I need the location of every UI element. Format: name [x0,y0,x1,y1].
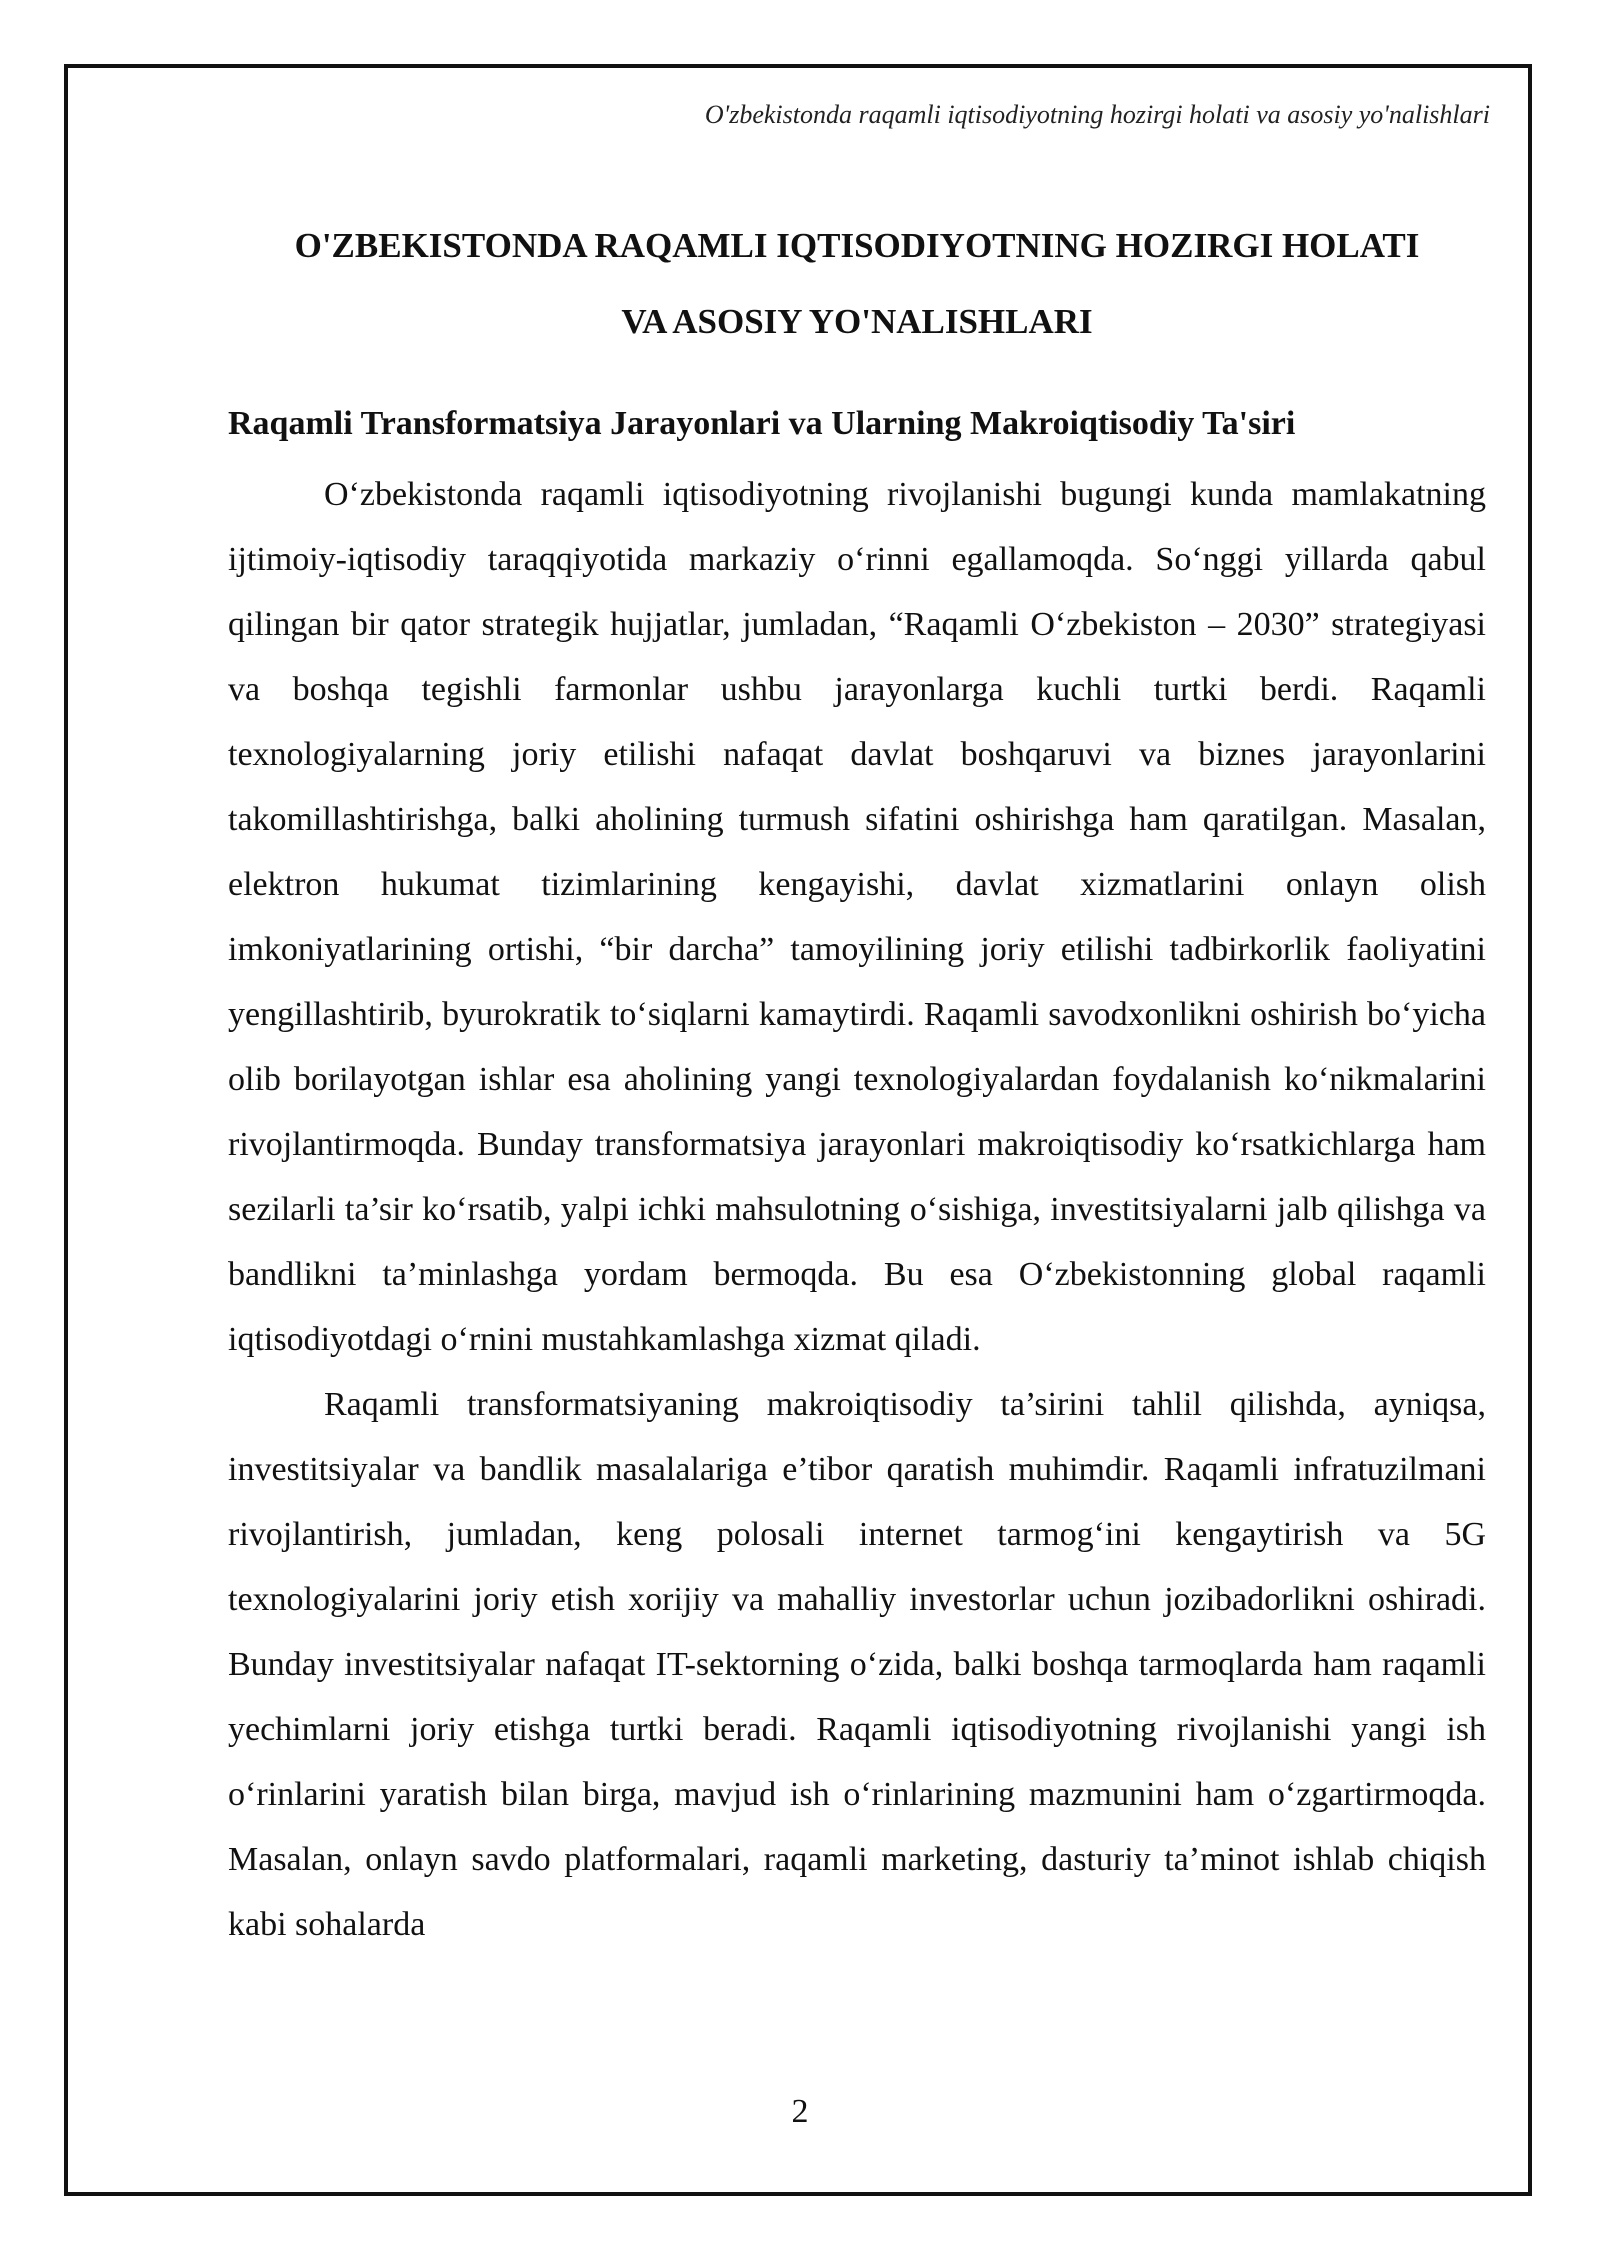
section-heading: Raqamli Transformatsiya Jarayonlari va Ularning Makroiqtisodiy Ta'siri [228,405,1296,442]
document-title-line-1: O'ZBEKISTONDA RAQAMLI IQTISODIYOTNING HOZIRGI HOLATI [294,226,1420,265]
document-title-line-2: VA ASOSIY YO'NALISHLARI [621,302,1093,341]
running-header: O'zbekistonda raqamli iqtisodiyotning hozirgi holati va asosiy yo'nalishlari [704,100,1490,129]
body-paragraph-1: O‘zbekistonda raqamli iqtisodiyotning rivojlanishi bugungi kunda mamlakatning ijtimoiy-iqtisodiy taraqqiyotida markaziy o‘rinni egallamoqda. So‘nggi yillarda qabul qilingan bir qator strategik hujjatlar, jumladan, “Raqamli O‘zbekiston – 2030” strategiyasi va boshqa tegishli farmonlar ushbu jarayonlarga kuchli turtki berdi. Raqamli texnologiyalarning joriy etilishi nafaqat davlat boshqaruvi va biznes jarayonlarini takomillashtirishga, balki aholining turmush sifatini oshirishga ham qaratilgan. Masalan, elektron hukumat tizimlarining kengayishi, davlat xizmatlarini onlayn olish imkoniyatlarining ortishi, “bir darcha” tamoyilining joriy etilishi tadbirkorlik faoliyatini yengillashtirib, byurokratik to‘siqlarni kamaytirdi. Raqamli savodxonlikni oshirish bo‘yicha olib borilayotgan ishlar esa aholining yangi texnologiyalardan foydalanish ko‘nikmalarini rivojlantirmoqda. Bunday transformatsiya jarayonlari makroiqtisodiy ko‘rsatkichlarga ham sezilarli ta’sir ko‘rsatib, yalpi ichki mahsulotning o‘sishiga, investitsiyalarni jalb qilishga va bandlikni ta’minlashga yordam bermoqda. Bu esa O‘zbekistonning global raqamli iqtisodiyotdagi o‘rnini mustahkamlashga xizmat qiladi. [228,476,1486,1358]
document-title [228,208,1486,360]
body-paragraph-2: Raqamli transformatsiyaning makroiqtisodiy ta’sirini tahlil qilishda, ayniqsa, investitsiyalar va bandlik masalalariga e’tibor qaratish muhimdir. Raqamli infratuzilmani rivojlantirish, jumladan, keng polosali internet tarmog‘ini kengaytirish va 5G texnologiyalarini joriy etish xorijiy va mahalliy investorlar uchun jozibadorlikni oshiradi. Bunday investitsiyalar nafaqat IT-sektorning o‘zida, balki boshqa tarmoqlarda ham raqamli yechimlarni joriy etishga turtki beradi. Raqamli iqtisodiyotning rivojlanishi yangi ish o‘rinlarini yaratish bilan birga, mavjud ish o‘rinlarining mazmunini ham o‘zgartirmoqda. Masalan, onlayn savdo platformalari, raqamli marketing, dasturiy ta’minot ishlab chiqish kabi sohalarda [228,1386,1486,1943]
page-content [228,208,1486,1957]
page-number: 2 [791,2093,809,2130]
